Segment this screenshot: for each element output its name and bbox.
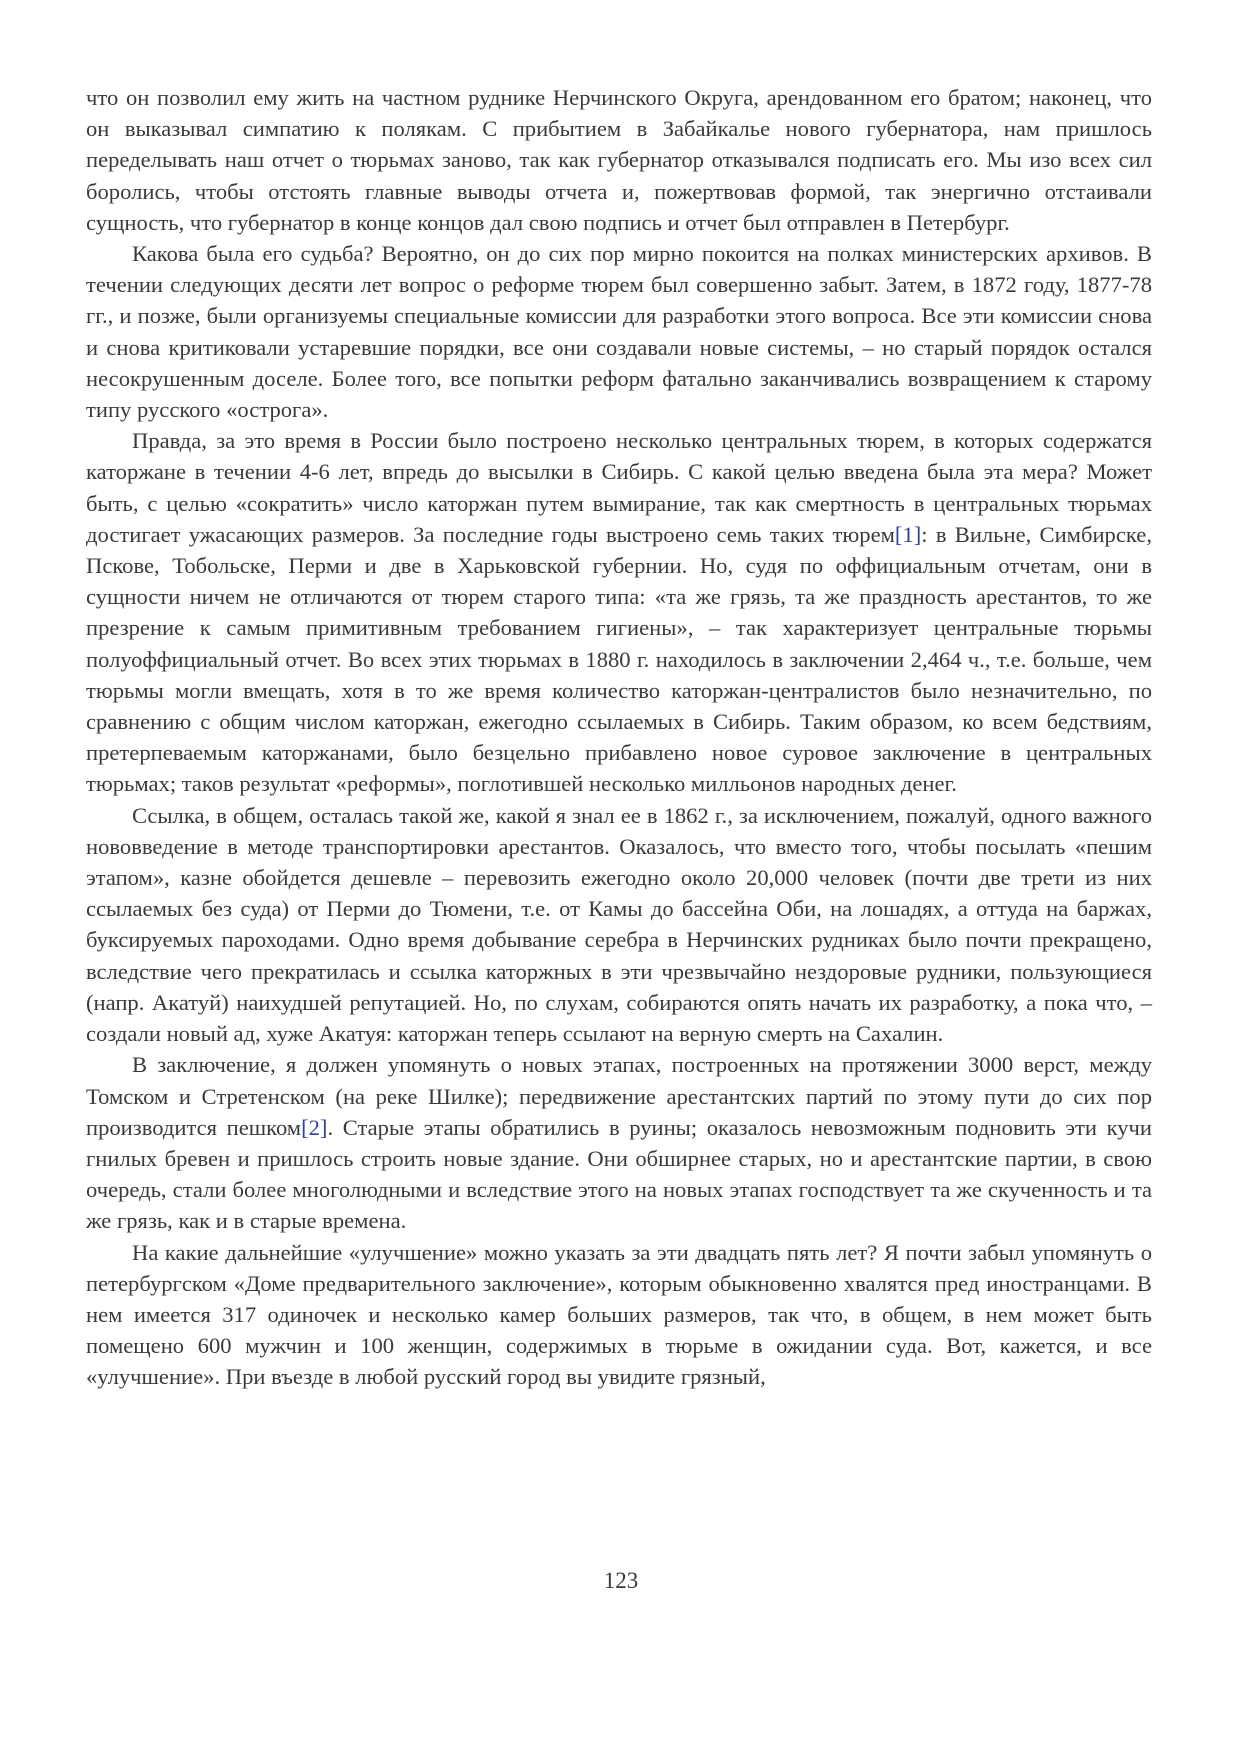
paragraph-6: На какие дальнейшие «улучшение» можно указать за эти двадцать пять лет? Я почти забыл упомянуть о петербургском «Доме предварительного заключение», которым обыкновенно хвалятся пред иностранцами. В нем имеется 317 одиночек и несколько камер больших размеров, так что, в общем, в нем может быть помещено 600 мужчин и 100 женщин, содержимых в тюрьме в ожидании суда. Вот, кажется, и все «улучшение». При въезде в любой русский город вы увидите грязный, — [86, 1239, 1152, 1390]
footnote-link-2[interactable]: [2] — [301, 1114, 328, 1140]
page-number: 123 — [603, 1568, 639, 1593]
paragraph-3 — [86, 425, 1152, 799]
paragraph-3-text-before: Правда, за это время в России было построено несколько центральных тюрем, в которых содержатся каторжане в течении 4-6 лет, впредь до высылки в Сибирь. С какой целью введена была эта мера? Может быть, с целью «сократить» число каторжан путем вымирание, так как смертность в центральных тюрьмах достигает ужасающих размеров. За последние годы выстроено семь таких тюрем — [86, 428, 1152, 547]
paragraph-5 — [86, 1049, 1152, 1236]
paragraph-5-text-before: В заключение, я должен упомянуть о новых этапах, построенных на протяжении 3000 верст, между Томском и Стретенском (на реке Шилке); передвижение арестантских партий по этому пути до сих пор производится пешком — [86, 1052, 1152, 1140]
paragraph-2: Какова была его судьба? Вероятно, он до сих пор мирно покоится на полках министерских архивов. В течении следующих десяти лет вопрос о реформе тюрем был совершенно забыт. Затем, в 1872 году, 1877-78 гг., и позже, были организуемы специальные комиссии для разработки этого вопроса. Все эти комиссии снова и снова критиковали устаревшие порядки, все они создавали новые системы, – но старый порядок остался несокрушенным доселе. Более того, все попытки реформ фатально заканчивались возвращением к старому типу русского «острога». — [86, 241, 1152, 423]
paragraph-3-text-after: : в Вильне, Симбирске, Пскове, Тобольске, Перми и две в Харьковской губернии. Но, судя по оффициальным отчетам, они в сущности ничем не отличаются от тюрем старого типа: «та же грязь, та же праздность арестантов, то же презрение к самым примитивным требованием гигиены», – так характеризует центральные тюрьмы полуоффициальный отчет. Во всех этих тюрьмах в 1880 г. находилось в заключении 2,464 ч., т.е. больше, чем тюрьмы могли вмещать, хотя в то же время количество каторжан-централистов было незначительно, по сравнению с общим числом каторжан, ежегодно ссылаемых в Сибирь. Таким образом, ко всем бедствиям, претерпеваемым каторжанами, было безцельно прибавлено новое суровое заключение в центральных тюрьмах; таков результат «реформы», поглотившей несколько милльонов народных денег. — [86, 521, 1152, 797]
footnote-link-1[interactable]: [1] — [894, 521, 922, 547]
paragraph-1: что он позволил ему жить на частном руднике Нерчинского Округа, арендованном его братом; наконец, что он выказывал симпатию к полякам. С прибытием в Забайкалье нового губернатора, нам пришлось переделывать наш отчет о тюрьмах заново, так как губернатор отказывался подписать его. Мы изо всех сил боролись, чтобы отстоять главные выводы отчета и, пожертвовав формой, так энергично отстаивали сущность, что губернатор в конце концов дал свою подпись и отчет был отправлен в Петербург. — [86, 85, 1152, 235]
paragraph-5-text-after: . Старые этапы обратились в руины; оказалось невозможным подновить эти кучи гнилых бревен и пришлось строить новые здание. Они обширнее старых, но и арестантские партии, в свою очередь, стали более многолюдными и вследствие этого на новых этапах господствует та же скученность и та же грязь, как и в старые времена. — [86, 1114, 1152, 1234]
page-body — [86, 82, 1152, 1393]
paragraph-4: Ссылка, в общем, осталась такой же, какой я знал ее в 1862 г., за исключением, пожалуй, одного важного нововведение в методе транспортировки арестантов. Оказалось, что вместо того, чтобы посылать «пешим этапом», казне обойдется дешевле – перевозить ежегодно около 20,000 человек (почти две трети из них ссылаемых без суда) от Перми до Тюмени, т.е. от Камы до бассейна Оби, на лошадях, а оттуда на баржах, буксируемых пароходами. Одно время добывание серебра в Нерчинских рудниках было почти прекращено, вследствие чего прекратилась и ссылка каторжных в эти чрезвычайно нездоровые рудники, пользующиеся (напр. Акатуй) наихудшей репутацией. Но, по слухам, собираются опять начать их разработку, а пока что, – создали новый ад, хуже Акатуя: каторжан теперь ссылают на верную смерть на Сахалин. — [86, 802, 1152, 1047]
